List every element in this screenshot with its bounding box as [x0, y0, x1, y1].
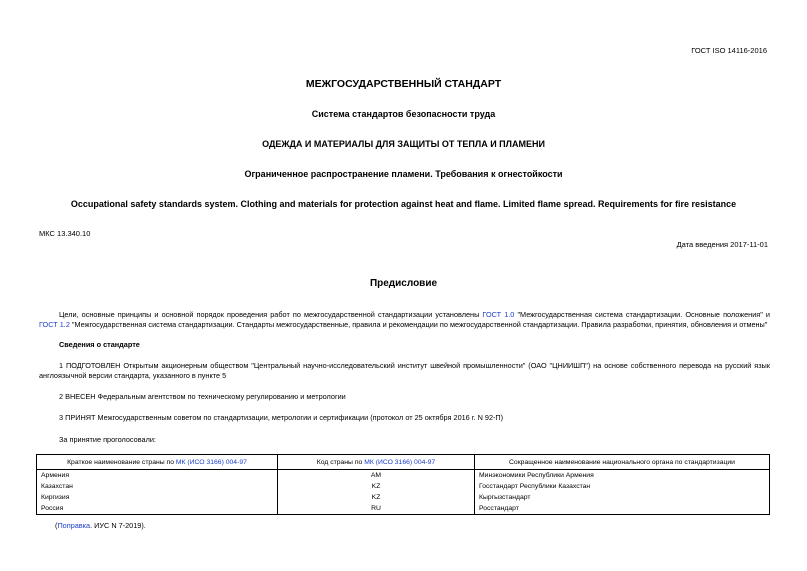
mks-code: МКС 13.340.10: [39, 229, 91, 238]
preface-text-c: "Межгосударственная система стандартизации. Стандарты межгосударственные, правила и рекомендации по межгосударственной стандартизации. Правила разработки, принятия, обновления и отмены": [69, 320, 768, 329]
amendment-note: [55, 521, 146, 530]
gost-1-2-link[interactable]: ГОСТ 1.2: [39, 320, 70, 329]
table-row: [37, 481, 770, 492]
col-country-text: Краткое наименование страны по: [67, 458, 176, 466]
item-adopted-text: 3 ПРИНЯТ Межгосударственным советом по стандартизации, метрологии и сертификации (протокол от 25 октября 2016 г. N 92-П): [59, 413, 504, 422]
mk-iso-link[interactable]: МК (ИСО 3166) 004-97: [175, 458, 247, 466]
gost-1-0-link[interactable]: ГОСТ 1.0: [482, 310, 515, 319]
preface-text-b: "Межгосударственная система стандартизации. Основные положения" и: [514, 310, 770, 319]
document-subtitle: Ограниченное распространение пламени. Требования к огнестойкости: [244, 169, 563, 179]
document-title: ОДЕЖДА И МАТЕРИАЛЫ ДЛЯ ЗАЩИТЫ ОТ ТЕПЛА И ПЛАМЕНИ: [262, 139, 545, 149]
voted-label-text: За принятие проголосовали:: [59, 435, 156, 444]
table-row: [37, 470, 770, 482]
document-number: ГОСТ ISO 14116-2016: [691, 46, 767, 55]
preface-text-a: Цели, основные принципы и основной порядок проведения работ по межгосударственной стандартизации установлены: [59, 310, 483, 319]
preface-paragraph: [39, 310, 770, 330]
table-row: [37, 503, 770, 515]
country-cell: Киргизия: [37, 492, 278, 503]
voting-table: [36, 454, 770, 515]
col-country-header: [37, 455, 278, 470]
body-cell: Кыргызстандарт: [475, 492, 770, 503]
preface-heading: Предисловие: [369, 278, 438, 289]
body-cell: Росстандарт: [475, 503, 770, 515]
item-submitted-text: 2 ВНЕСЕН Федеральным агентством по техническому регулированию и метрологии: [59, 392, 346, 401]
mk-iso-link[interactable]: МК (ИСО 3166) 004-97: [364, 458, 436, 466]
col-code-header: [278, 455, 475, 470]
code-cell: KZ: [278, 492, 475, 503]
table-header-row: [37, 455, 770, 470]
code-cell: RU: [278, 503, 475, 515]
country-cell: Казахстан: [37, 481, 278, 492]
info-heading: [39, 340, 770, 350]
system-title: Система стандартов безопасности труда: [311, 109, 496, 119]
standard-type: МЕЖГОСУДАРСТВЕННЫЙ СТАНДАРТ: [305, 78, 502, 90]
item-prepared-text: 1 ПОДГОТОВЛЕН Открытым акционерным обществом "Центральный научно-исследовательский институт швейной промышленности" (ОАО "ЦНИИШП") на основе собственного перевода на русский язык англоязычной версии стандарта, указанного в пункте 5: [39, 361, 770, 380]
voted-label: [39, 435, 770, 445]
item-prepared: [39, 361, 770, 381]
table-row: [37, 492, 770, 503]
country-cell: Армения: [37, 470, 278, 482]
code-cell: AM: [278, 470, 475, 482]
col-body-header: Сокращенное наименование национального органа по стандартизации: [475, 455, 770, 470]
intro-date: Дата введения 2017-11-01: [676, 240, 768, 249]
body-cell: Минэкономики Республики Армения: [475, 470, 770, 482]
english-title: Occupational safety standards system. Clothing and materials for protection against heat and flame. Limited flame spread. Requirements for fire resistance: [70, 199, 737, 209]
country-cell: Россия: [37, 503, 278, 515]
amendment-rest: . ИУС N 7-2019).: [90, 521, 146, 530]
amendment-open: (: [55, 521, 58, 530]
body-cell: Госстандарт Республики Казахстан: [475, 481, 770, 492]
amendment-link[interactable]: Поправка: [57, 521, 91, 530]
info-heading-text: Сведения о стандарте: [59, 340, 140, 349]
item-adopted: [39, 413, 770, 423]
code-cell: KZ: [278, 481, 475, 492]
item-submitted: [39, 392, 770, 402]
col-code-text: Код страны по: [316, 458, 365, 466]
